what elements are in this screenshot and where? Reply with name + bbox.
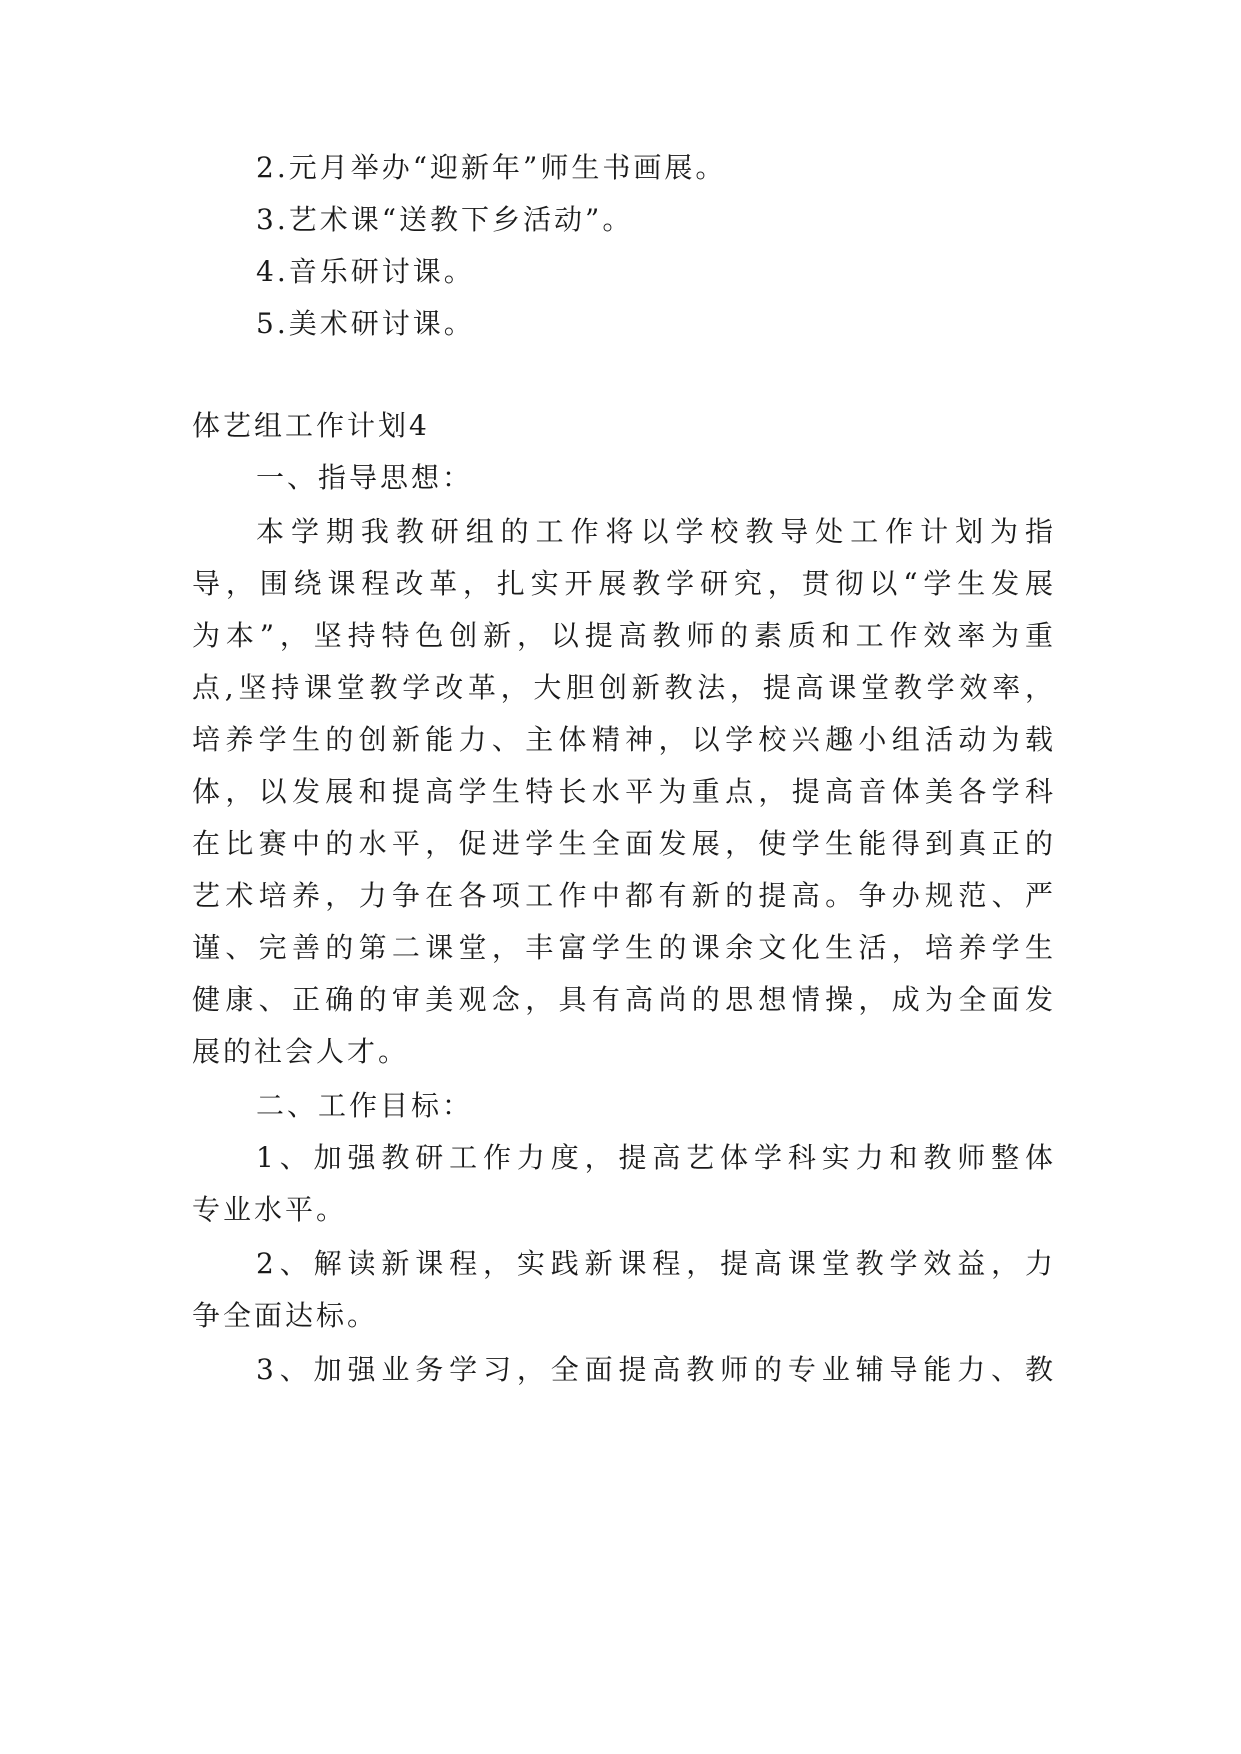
section-heading: 一、指导思想：	[256, 461, 474, 494]
list-item: 3.艺术课“送教下乡活动”。	[256, 203, 634, 236]
paragraph-line: 培养学生的创新能力、主体精神，以学校兴趣小组活动为载	[192, 723, 1056, 756]
goal-line: 专业水平。	[192, 1193, 348, 1226]
section-heading: 二、工作目标：	[256, 1089, 474, 1122]
paragraph-line: 本学期我教研组的工作将以学校教导处工作计划为指	[256, 515, 1056, 548]
list-item: 4.音乐研讨课。	[256, 255, 475, 288]
goal-line: 争全面达标。	[192, 1299, 379, 1332]
paragraph-line: 在比赛中的水平，促进学生全面发展，使学生能得到真正的	[192, 827, 1056, 860]
paragraph-line: 导，围绕课程改革，扎实开展教学研究，贯彻以“学生发展	[192, 567, 1056, 600]
paragraph-line: 点,坚持课堂教学改革，大胆创新教法，提高课堂教学效率，	[192, 671, 1056, 704]
list-item: 5.美术研讨课。	[256, 307, 475, 340]
paragraph-line: 健康、正确的审美观念，具有高尚的思想情操，成为全面发	[192, 983, 1056, 1016]
goal-line: 1、加强教研工作力度，提高艺体学科实力和教师整体	[256, 1141, 1056, 1174]
paragraph-line: 为本”，坚持特色创新，以提高教师的素质和工作效率为重	[192, 619, 1056, 652]
list-item: 2.元月举办“迎新年”师生书画展。	[256, 151, 727, 184]
paragraph-line: 展的社会人才。	[192, 1035, 410, 1068]
goal-line: 2、解读新课程，实践新课程，提高课堂教学效益，力	[256, 1247, 1056, 1280]
goal-line: 3、加强业务学习，全面提高教师的专业辅导能力、教	[256, 1353, 1056, 1386]
paragraph-line: 艺术培养，力争在各项工作中都有新的提高。争办规范、严	[192, 879, 1056, 912]
section-title: 体艺组工作计划4	[192, 409, 430, 442]
paragraph-line: 谨、完善的第二课堂，丰富学生的课余文化生活，培养学生	[192, 931, 1056, 964]
paragraph-line: 体，以发展和提高学生特长水平为重点，提高音体美各学科	[192, 775, 1056, 808]
